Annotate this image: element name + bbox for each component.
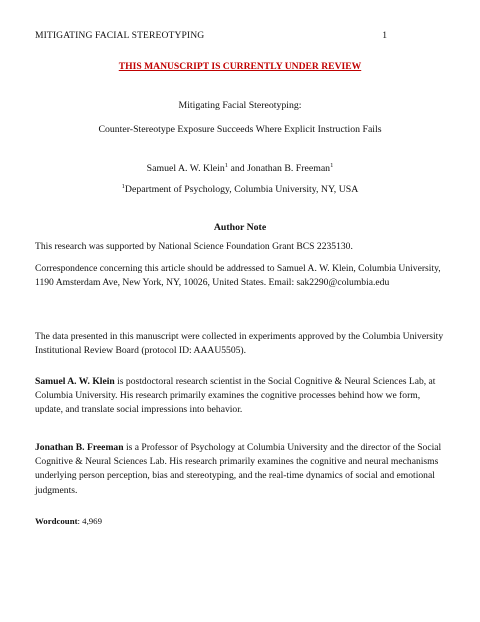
author-1-affiliation-marker: 1: [224, 162, 229, 169]
author-connector: and: [228, 163, 248, 174]
bio-klein-text: is postdoctoral research scientist in the Social Cognitive & Neural Sciences Lab, at Columbia University. His research primarily examines the cognitive processes behind how we form, update, and translate social impressions into behavior.: [35, 376, 436, 416]
bio-klein-name: Samuel A. W. Klein: [35, 376, 115, 387]
wordcount-value: : 4,969: [77, 516, 102, 526]
funding-statement: This research was supported by National Science Foundation Grant BCS 2235130.: [35, 241, 353, 252]
title-line-2: Counter-Stereotype Exposure Succeeds Where Explicit Instruction Fails: [98, 124, 382, 135]
author-list: [0, 163, 480, 174]
irb-statement: The data presented in this manuscript were collected in experiments approved by the Columbia University Institutional Review Board (protocol ID: AAAU5505).: [35, 331, 444, 357]
author-note-heading: Author Note: [213, 222, 267, 233]
title-line-1: Mitigating Facial Stereotyping:: [178, 100, 302, 111]
affiliation: [0, 184, 480, 195]
running-head: MITIGATING FACIAL STEREOTYPING: [35, 30, 205, 41]
bio-freeman-name: Jonathan B. Freeman: [35, 442, 124, 453]
wordcount: [35, 514, 445, 528]
correspondence-statement: Correspondence concerning this article should be addressed to Samuel A. W. Klein, Columbia University, 1190 Amsterdam Ave, New York, NY, 10026, United States. Email: sak2290@columbia.edu: [35, 263, 441, 289]
review-banner: THIS MANUSCRIPT IS CURRENTLY UNDER REVIEW: [118, 61, 362, 72]
author-2-affiliation-marker: 1: [330, 162, 334, 169]
author-bio-klein: [35, 375, 445, 418]
author-2-name: Jonathan B. Freeman: [247, 163, 331, 174]
page-number: 1: [382, 30, 387, 41]
affiliation-text: Department of Psychology, Columbia University, NY, USA: [124, 184, 359, 195]
wordcount-label: Wordcount: [35, 516, 78, 526]
author-1-name: Samuel A. W. Klein: [146, 163, 225, 174]
affiliation-marker: 1: [121, 183, 125, 190]
bio-freeman-text: is a Professor of Psychology at Columbia University and the director of the Social Cognitive & Neural Sciences Lab. His research primarily examines the cognitive and neural mechanisms underlying person perception, bias and stereotyping, and the real-time dynamics of social and emotional judgments.: [35, 442, 442, 496]
author-bio-freeman: [35, 441, 445, 498]
